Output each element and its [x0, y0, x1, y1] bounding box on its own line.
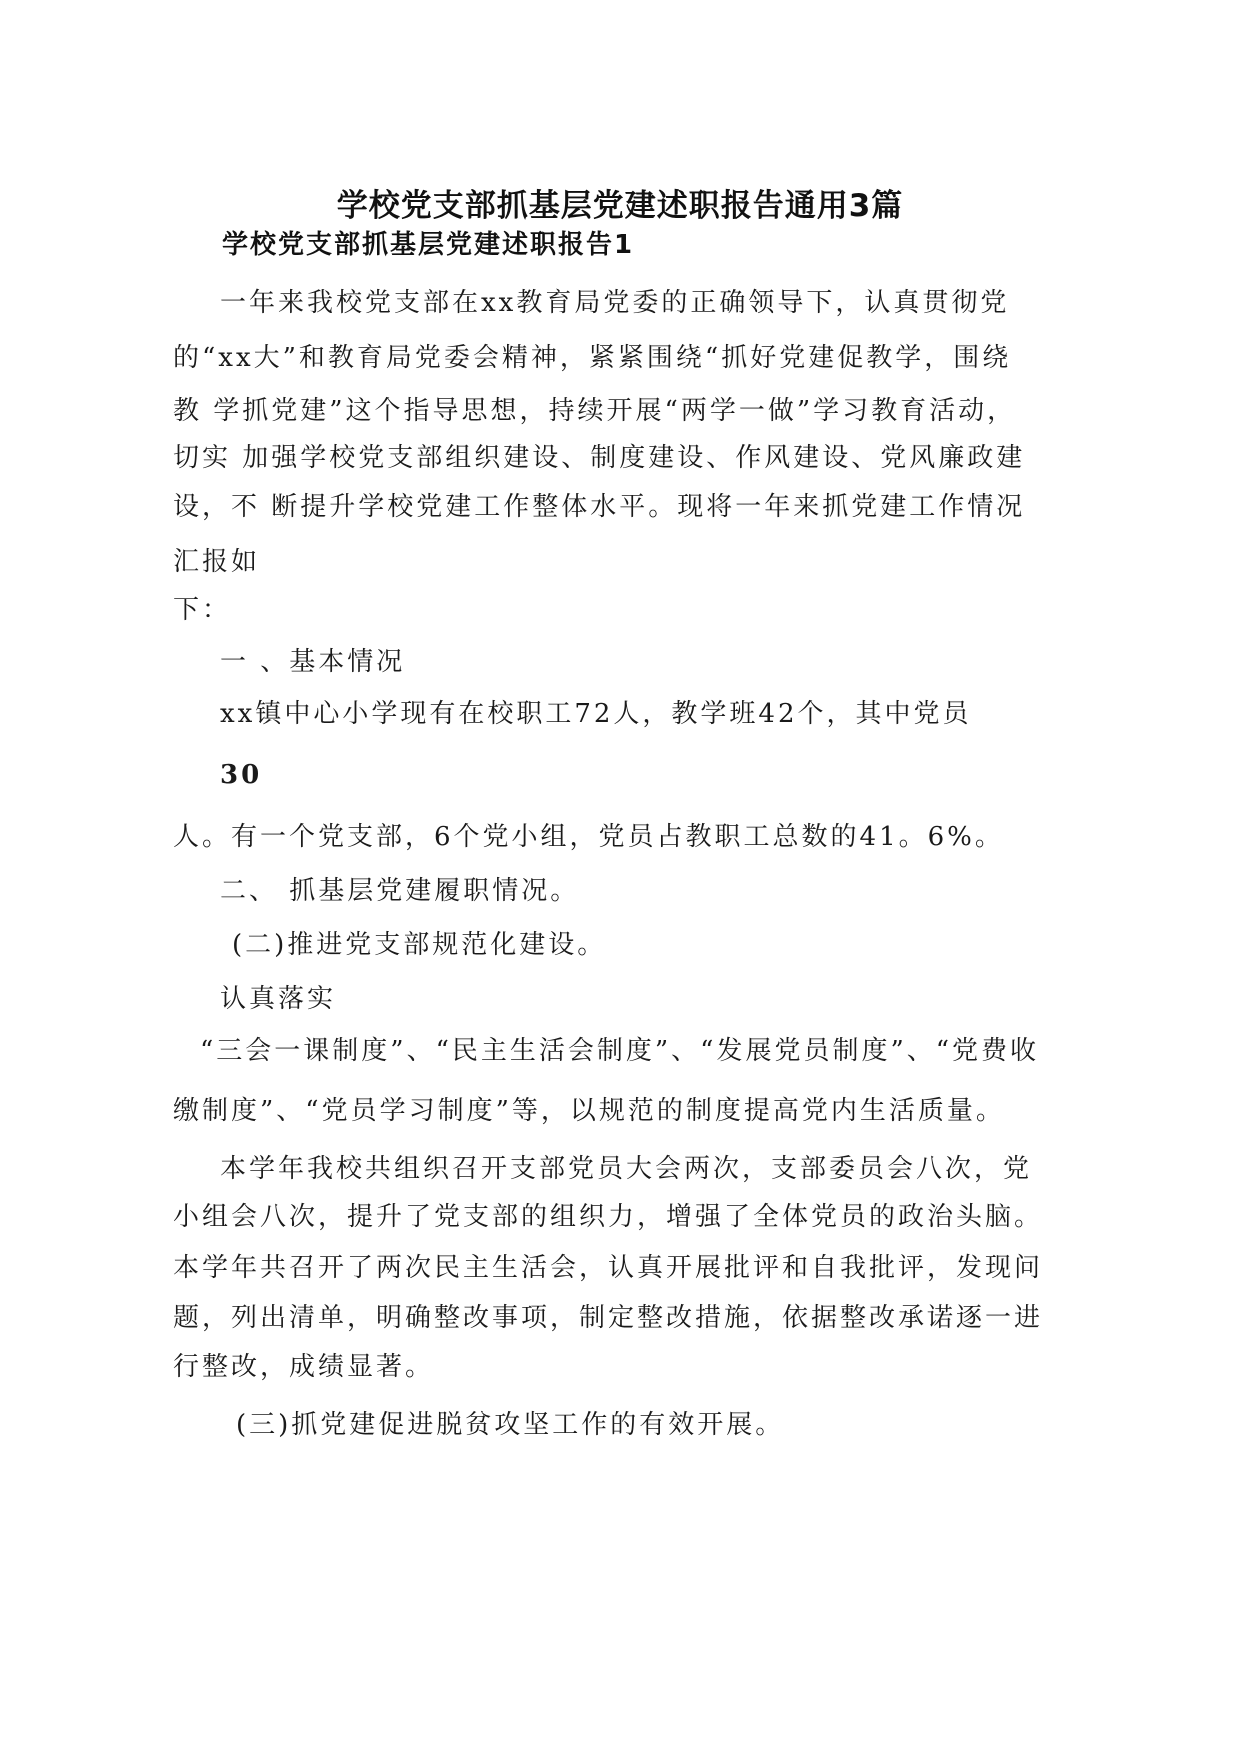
paragraph-line: 小组会八次，提升了党支部的组织力，增强了全体党员的政治头脑。: [173, 1202, 1044, 1232]
paragraph-line: 下：: [173, 595, 232, 625]
paragraph-line: xx镇中心小学现有在校职工72人，教学班42个，其中党员: [220, 699, 972, 729]
paragraph-line: 教 学抓党建”这个指导思想，持续开展“两学一做”学习教育活动，: [173, 396, 1017, 426]
paragraph-line: “三会一课制度”、“民主生活会制度”、“发展党员制度”、“党费收: [200, 1036, 1040, 1066]
paragraph-line: 行整改，成绩显著。: [173, 1352, 435, 1382]
paragraph-line: 缴制度”、“党员学习制度”等，以规范的制度提高党内生活质量。: [173, 1096, 1005, 1126]
member-count: 30: [220, 760, 263, 790]
paragraph-line: 汇报如: [173, 547, 261, 577]
section-heading: 学校党支部抓基层党建述职报告1: [222, 230, 635, 260]
paragraph-line: 人。有一个党支部，6个党小组，党员占教职工总数的41。6%。: [173, 822, 1004, 852]
paragraph-line: 切实 加强学校党支部组织建设、制度建设、作风建设、党风廉政建: [173, 443, 1026, 473]
section-heading-basic: 一 、基本情况: [220, 647, 406, 677]
paragraph-line: 设，不 断提升学校党建工作整体水平。现将一年来抓党建工作情况: [173, 492, 1026, 522]
subsection-heading: (二)推进党支部规范化建设。: [232, 930, 607, 960]
paragraph-line: 本学年我校共组织召开支部党员大会两次，支部委员会八次，党: [220, 1154, 1033, 1184]
paragraph-line: 本学年共召开了两次民主生活会，认真开展批评和自我批评，发现问: [173, 1253, 1044, 1283]
section-heading-duties: 二、 抓基层党建履职情况。: [220, 876, 580, 906]
subsection-heading: (三)抓党建促进脱贫攻坚工作的有效开展。: [236, 1410, 785, 1440]
document-title: 学校党支部抓基层党建述职报告通用3篇: [336, 188, 904, 224]
paragraph-line: 题，列出清单，明确整改事项，制定整改措施，依据整改承诺逐一进: [173, 1303, 1044, 1333]
paragraph-line: 认真落实: [220, 984, 337, 1014]
paragraph-line: 一年来我校党支部在xx教育局党委的正确领导下，认真贯彻党: [220, 288, 1010, 318]
paragraph-line: 的“xx大”和教育局党委会精神，紧紧围绕“抓好党建促教学，围绕: [173, 343, 1012, 373]
